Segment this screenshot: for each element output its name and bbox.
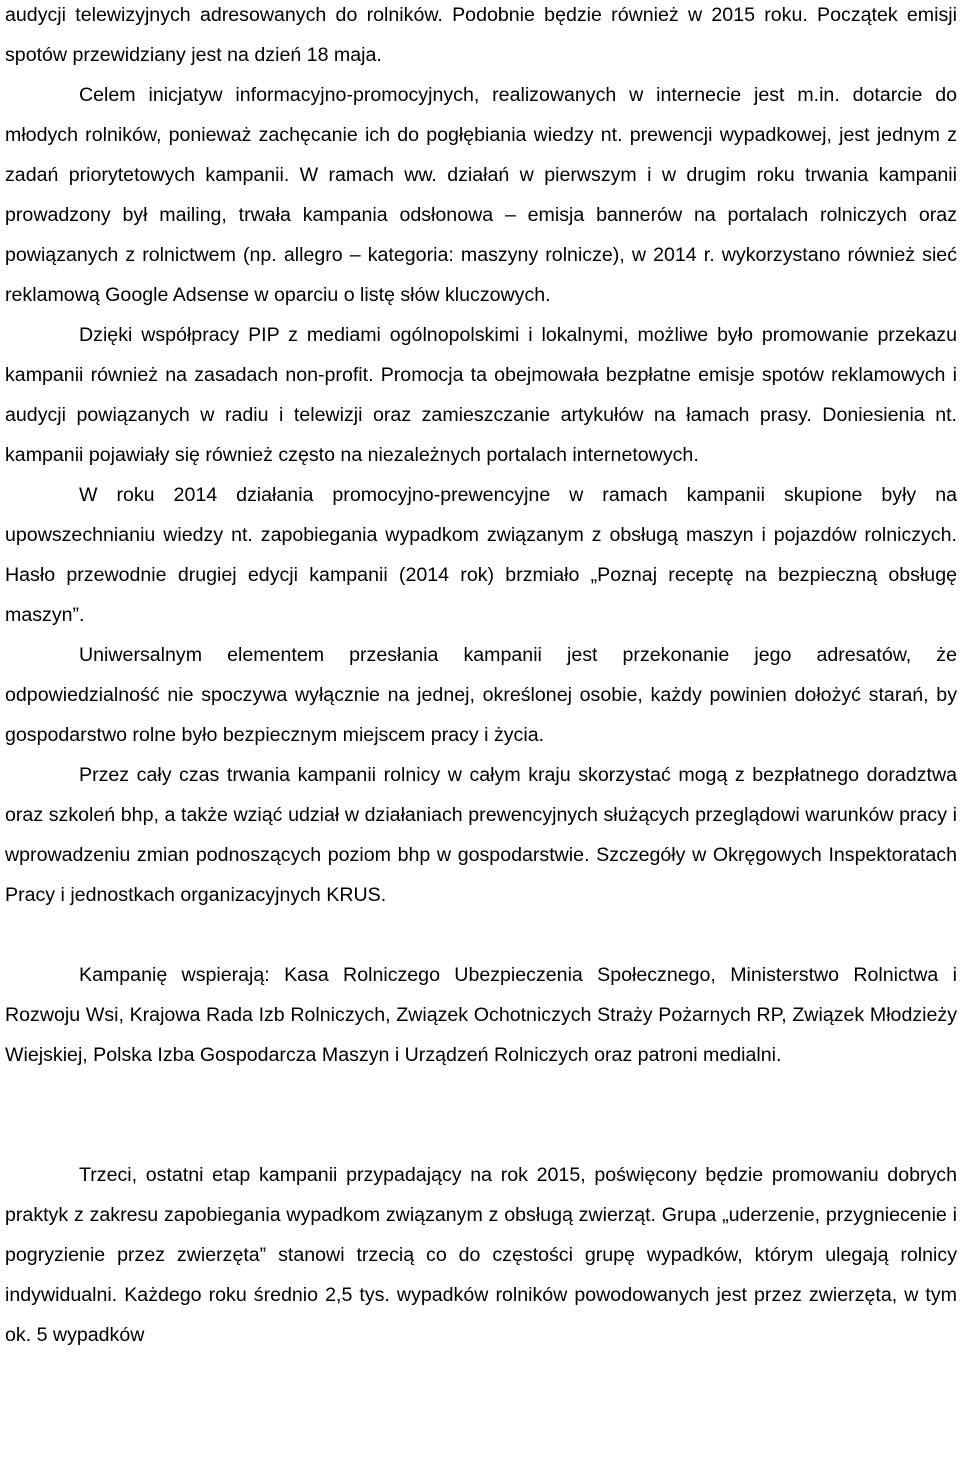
paragraph-2014-activities: W roku 2014 działania promocyjno-prewencyjne w ramach kampanii skupione były na upowszechnianiu wiedzy nt. zapobiegania wypadkom związanym z obsługą maszyn i pojazdów rolniczych. Hasło przewodnie drugiej edycji kampanii (2014 rok) brzmiało „Poznaj receptę na bezpieczną obsługę maszyn”. [5, 484, 957, 626]
paragraph-campaign-supporters: Kampanię wspierają: Kasa Rolniczego Ubezpieczenia Społecznego, Ministerstwo Rolnictwa i Rozwoju Wsi, Krajowa Rada Izb Rolniczych, Związek Ochotniczych Straży Pożarnych RP, Związek Młodzieży Wiejskiej, Polska Izba Gospodarcza Maszyn i Urządzeń Rolniczych oraz patroni medialni. [5, 964, 957, 1066]
paragraph-broadcast-schedule: audycji telewizyjnych adresowanych do rolników. Podobnie będzie również w 2015 roku. Początek emisji spotów przewidziany jest na dzień 18 maja. [5, 4, 957, 66]
paragraph-third-stage: Trzeci, ostatni etap kampanii przypadający na rok 2015, poświęcony będzie promowaniu dobrych praktyk z zakresu zapobiegania wypadkom związanym z obsługą zwierząt. Grupa „uderzenie, przygniecenie i pogryzienie przez zwierzęta” stanowi trzecią co do częstości grupę wypadków, którym ulegają rolnicy indywidualni. Każdego roku średnio 2,5 tys. wypadków rolników powodowanych jest przez zwierzęta, w tym ok. 5 wypadków [5, 1164, 957, 1346]
paragraph-internet-initiatives: Celem inicjatyw informacyjno-promocyjnych, realizowanych w internecie jest m.in. dotarcie do młodych rolników, ponieważ zachęcanie ich do pogłębiania wiedzy nt. prewencji wypadkowej, jest jednym z zadań priorytetowych kampanii. W ramach ww. działań w pierwszym i w drugim roku trwania kampanii prowadzony był mailing, trwała kampania odsłonowa – emisja bannerów na portalach rolniczych oraz powiązanych z rolnictwem (np. allegro – kategoria: maszyny rolnicze), w 2014 r. wykorzystano również sieć reklamową Google Adsense w oparciu o listę słów kluczowych. [5, 84, 957, 306]
paragraph-free-consulting: Przez cały czas trwania kampanii rolnicy w całym kraju skorzystać mogą z bezpłatnego doradztwa oraz szkoleń bhp, a także wziąć udział w działaniach prewencyjnych służących przeglądowi warunków pracy i wprowadzeniu zmian podnoszących poziom bhp w gospodarstwie. Szczegóły w Okręgowych Inspektoratach Pracy i jednostkach organizacyjnych KRUS. [5, 764, 957, 906]
document-page [5, 0, 957, 1355]
paragraph-campaign-message: Uniwersalnym elementem przesłania kampanii jest przekonanie jego adresatów, że odpowiedzialność nie spoczywa wyłącznie na jednej, określonej osobie, każdy powinien dołożyć starań, by gospodarstwo rolne było bezpiecznym miejscem pracy i życia. [5, 644, 957, 746]
paragraph-media-cooperation: Dzięki współpracy PIP z mediami ogólnopolskimi i lokalnymi, możliwe było promowanie przekazu kampanii również na zasadach non-profit. Promocja ta obejmowała bezpłatne emisje spotów reklamowych i audycji powiązanych w radiu i telewizji oraz zamieszczanie artykułów na łamach prasy. Doniesienia nt. kampanii pojawiały się również często na niezależnych portalach internetowych. [5, 324, 957, 466]
